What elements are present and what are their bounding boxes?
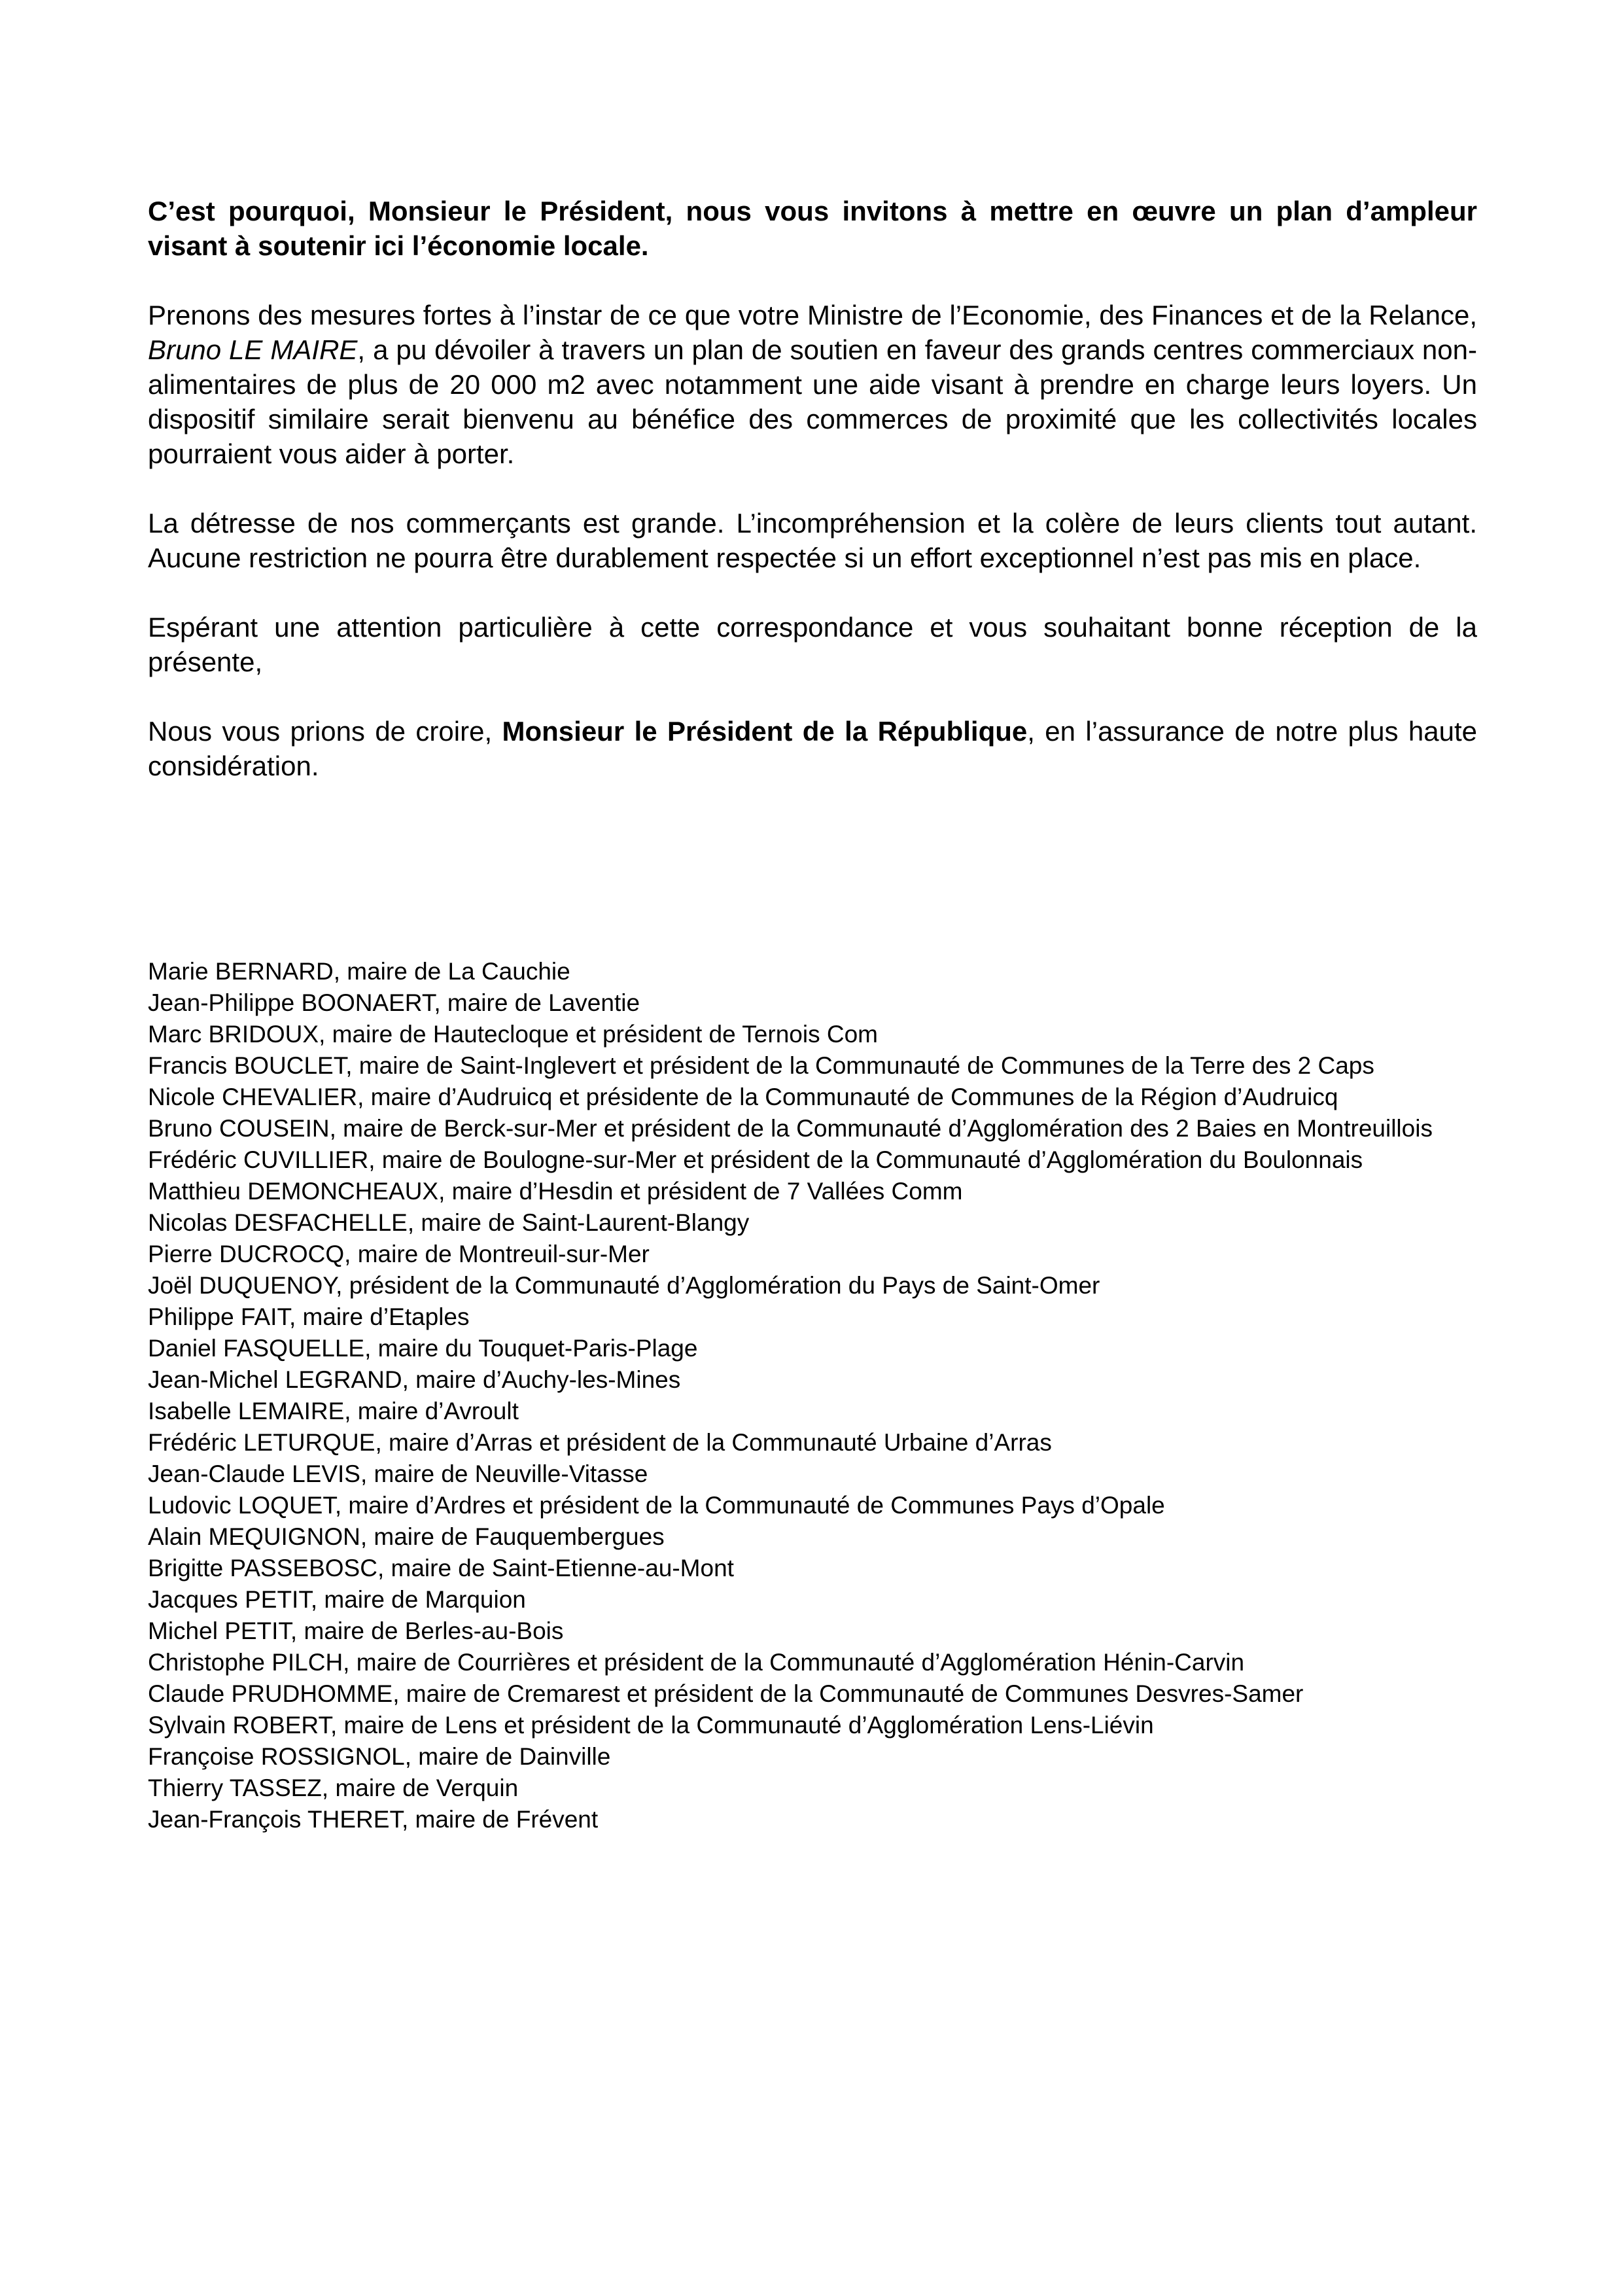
signatory-item: Jacques PETIT, maire de Marquion [148,1586,526,1613]
paragraph-request: C’est pourquoi, Monsieur le Président, nous vous invitons à mettre en œuvre un plan d’ampleur visant à soutenir ici l’économie locale. [148,196,1477,261]
minister-name: Bruno LE MAIRE [148,334,358,365]
signatory-item: Christophe PILCH, maire de Courrières et président de la Communauté d’Agglomération Hénin-Carvin [148,1649,1245,1676]
signatory-item: Claude PRUDHOMME, maire de Cremarest et président de la Communauté de Communes Desvres-Samer [148,1680,1304,1707]
signatory-item: Joël DUQUENOY, président de la Communauté d’Agglomération du Pays de Saint-Omer [148,1272,1100,1299]
signatory-item: Frédéric LETURQUE, maire d’Arras et président de la Communauté Urbaine d’Arras [148,1429,1052,1456]
signatory-item: Pierre DUCROCQ, maire de Montreuil-sur-Mer [148,1241,650,1267]
paragraph-measures [148,298,1477,471]
signatory-item: Marc BRIDOUX, maire de Hautecloque et président de Ternois Com [148,1021,878,1048]
signatory-item: Sylvain ROBERT, maire de Lens et président de la Communauté d’Agglomération Lens-Liévin [148,1712,1154,1739]
signatory-item: Jean-François THERET, maire de Frévent [148,1806,599,1833]
signatory-item: Jean-Philippe BOONAERT, maire de Laventie [148,989,640,1016]
letter-body [148,194,1477,783]
paragraph-closing-end: , en l’assurance de notre plus haute considération. [148,716,1477,781]
signatory-item: Frédéric CUVILLIER, maire de Boulogne-sur-Mer et président de la Communauté d’Agglomération du Boulonnais [148,1146,1363,1173]
signatory-item: Isabelle LEMAIRE, maire d’Avroult [148,1398,519,1424]
signatory-list [148,956,1477,1835]
signatory-item: Jean-Michel LEGRAND, maire d’Auchy-les-Mines [148,1366,681,1393]
paragraph-measures-end: , a pu dévoiler à travers un plan de soutien en faveur des grands centres commerciaux non-alimentaires de plus de 20 000 m2 avec notamment une aide visant à prendre en charge leurs loyers. Un dispositif similaire serait bienvenu au bénéfice des commerces de proximité que les collectivités locales pourraient vous aider à porter. [148,334,1477,469]
signatory-item: Francis BOUCLET, maire de Saint-Inglevert et président de la Communauté de Communes de la Terre des 2 Caps [148,1052,1374,1079]
signatory-item: Michel PETIT, maire de Berles-au-Bois [148,1617,564,1644]
paragraph-measures-start: Prenons des mesures fortes à l’instar de ce que votre Ministre de l’Economie, des Finances et de la Relance, [148,300,1477,330]
signatory-item: Nicole CHEVALIER, maire d’Audruicq et présidente de la Communauté de Communes de la Région d’Audruicq [148,1084,1338,1110]
paragraph-closing [148,714,1477,783]
signatory-item: Philippe FAIT, maire d’Etaples [148,1303,470,1330]
signatory-item: Alain MEQUIGNON, maire de Fauquembergues [148,1523,665,1550]
signatory-item: Marie BERNARD, maire de La Cauchie [148,958,570,985]
paragraph-closing-start: Nous vous prions de croire, [148,716,502,747]
paragraph-hope: Espérant une attention particulière à cette correspondance et vous souhaitant bonne réception de la présente, [148,612,1477,677]
signatory-item: Daniel FASQUELLE, maire du Touquet-Paris-Plage [148,1335,698,1362]
signatory-item: Thierry TASSEZ, maire de Verquin [148,1775,519,1801]
signatory-item: Brigitte PASSEBOSC, maire de Saint-Etienne-au-Mont [148,1555,734,1581]
signatory-item: Bruno COUSEIN, maire de Berck-sur-Mer et président de la Communauté d’Agglomération des 2 Baies en Montreuillois [148,1115,1433,1142]
signatory-item: Ludovic LOQUET, maire d’Ardres et président de la Communauté de Communes Pays d’Opale [148,1492,1165,1519]
signatory-item: Jean-Claude LEVIS, maire de Neuville-Vitasse [148,1460,648,1487]
addressee-title: Monsieur le Président de la République [502,716,1028,747]
signatory-item: Françoise ROSSIGNOL, maire de Dainville [148,1743,611,1770]
paragraph-distress: La détresse de nos commerçants est grande. L’incompréhension et la colère de leurs clients tout autant. Aucune restriction ne pourra être durablement respectée si un effort exceptionnel n’est pas mis en place. [148,508,1477,573]
signatory-item: Nicolas DESFACHELLE, maire de Saint-Laurent-Blangy [148,1209,750,1236]
signatory-item: Matthieu DEMONCHEAUX, maire d’Hesdin et président de 7 Vallées Comm [148,1178,963,1205]
